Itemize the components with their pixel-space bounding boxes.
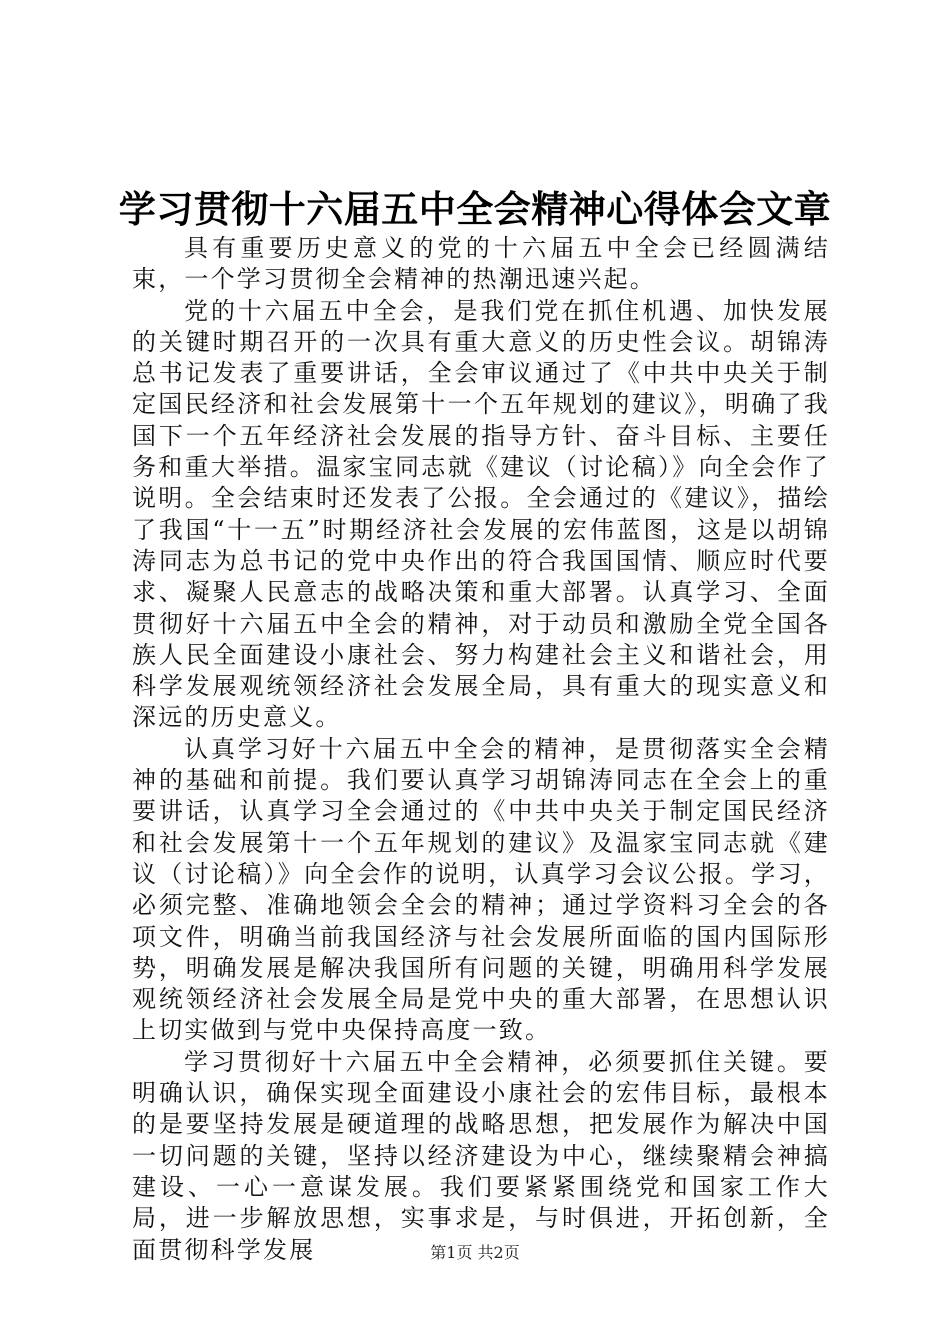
paragraph: 学习贯彻好十六届五中全会精神，必须要抓住关键。要明确认识，确保实现全面建设小康社会的宏伟目标，最根本的是要坚持发展是硬道理的战略思想，把发展作为解决中国一切问题的关键，坚持以经济建设为中心，继续聚精会神搞建设、一心一意谋发展。我们要紧紧围绕党和国家工作大局，进一步解放思想，实事求是，与时俱进，开拓创新，全面贯彻科学发展 bbox=[132, 1047, 830, 1264]
document-body bbox=[132, 233, 830, 1266]
page-indicator: 第1页 共2页 bbox=[430, 1243, 520, 1262]
paragraph: 认真学习好十六届五中全会的精神，是贯彻落实全会精神的基础和前提。我们要认真学习胡锦涛同志在全会上的重要讲话，认真学习全会通过的《中共中央关于制定国民经济和社会发展第十一个五年规划的建议》及温家宝同志就《建议（讨论稿）》向全会作的说明，认真学习会议公报。学习，必须完整、准确地领会全会的精神；通过学资料习全会的各项文件，明确当前我国经济与社会发展所面临的国内国际形势，明确发展是解决我国所有问题的关键，明确用科学发展观统领经济社会发展全局是党中央的重大部署，在思想认识上切实做到与党中央保持高度一致。 bbox=[132, 734, 830, 1045]
paragraph: 党的十六届五中全会，是我们党在抓住机遇、加快发展的关键时期召开的一次具有重大意义的历史性会议。胡锦涛总书记发表了重要讲话，全会审议通过了《中共中央关于制定国民经济和社会发展第十一个五年规划的建议》，明确了我国下一个五年经济社会发展的指导方针、奋斗目标、主要任务和重大举措。温家宝同志就《建议（讨论稿）》向全会作了说明。全会结束时还发表了公报。全会通过的《建议》，描绘了我国“十一五”时期经济社会发展的宏伟蓝图，这是以胡锦涛同志为总书记的党中央作出的符合我国国情、顺应时代要求、凝聚人民意志的战略决策和重大部署。认真学习、全面贯彻好十六届五中全会的精神，对于动员和激励全党全国各族人民全面建设小康社会、努力构建社会主义和谐社会，用科学发展观统领经济社会发展全局，具有重大的现实意义和深远的历史意义。 bbox=[132, 296, 830, 732]
document-title: 学习贯彻十六届五中全会精神心得体会文章 bbox=[118, 187, 832, 231]
paragraph: 具有重要历史意义的党的十六届五中全会已经圆满结束，一个学习贯彻全会精神的热潮迅速兴起。 bbox=[132, 234, 830, 294]
